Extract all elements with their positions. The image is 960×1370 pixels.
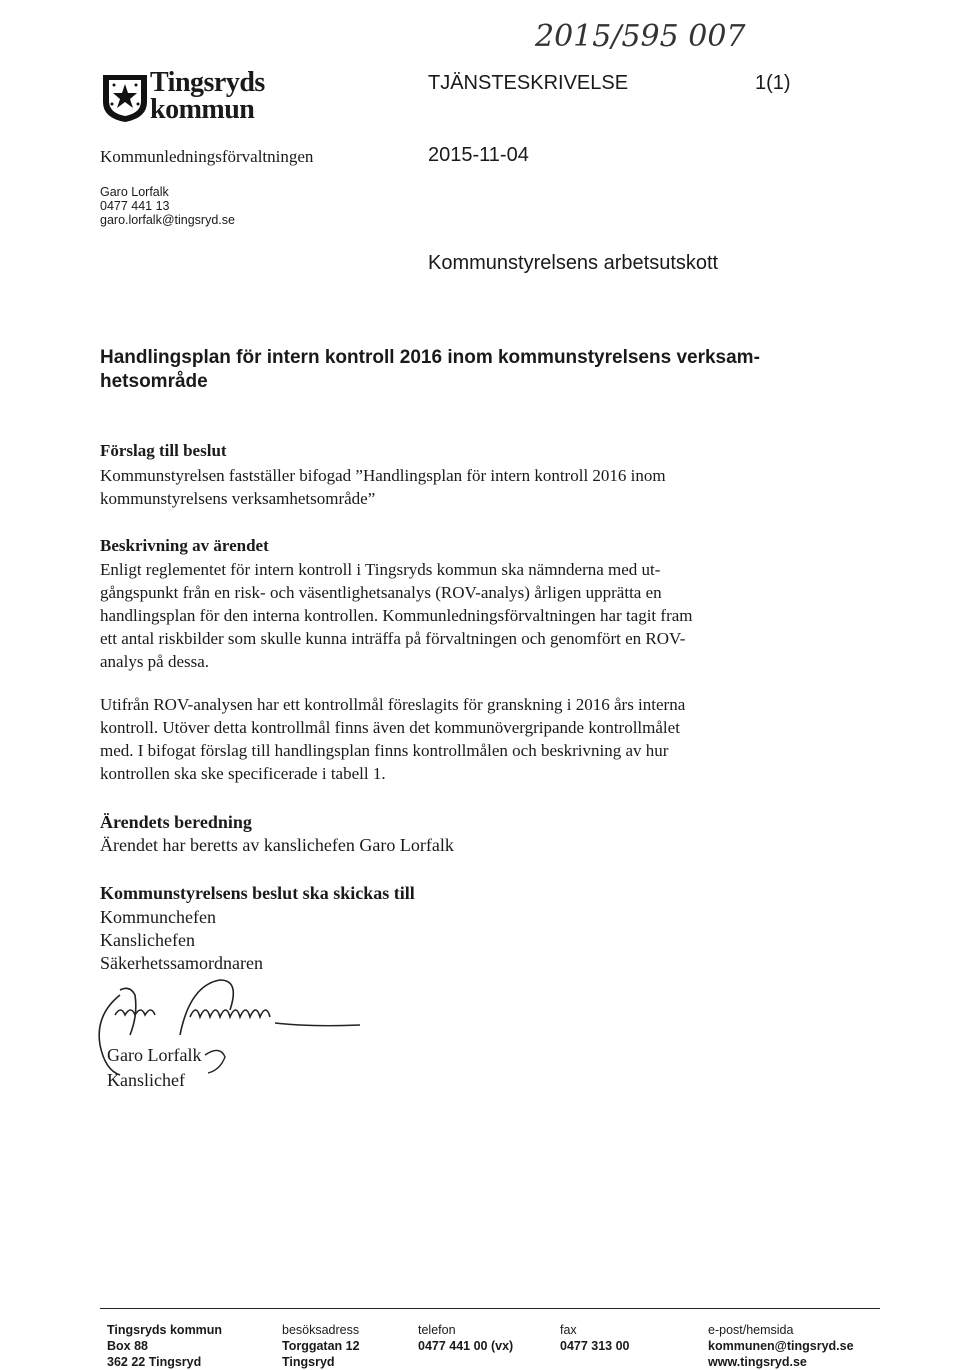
- logo-text-line2: kommun: [150, 94, 255, 125]
- text-line: med. I bifogat förslag till handlingsplan finns kontrollmålen och beskrivning av hur: [100, 741, 669, 760]
- footer-line: kommunen@tingsryd.se: [708, 1339, 854, 1353]
- footer-line: Torggatan 12: [282, 1339, 360, 1353]
- footer-visiting-address: [282, 1322, 360, 1370]
- send-to-item: Kanslichefen: [100, 930, 195, 950]
- document-type: TJÄNSTESKRIVELSE: [428, 72, 629, 94]
- title-line: Handlingsplan för intern kontroll 2016 inom kommunstyrelsens verksam-: [100, 347, 760, 368]
- text-line: handlingsplan för den interna kontrollen. Kommunledningsförvaltningen har tagit fram: [100, 606, 693, 625]
- handwritten-reference: [520, 14, 950, 56]
- contact-name: Garo Lorfalk: [100, 185, 169, 199]
- text-line: analys på dessa.: [100, 652, 210, 671]
- text-line: kommunstyrelsens verksamhetsområde”: [100, 489, 376, 508]
- preparation-text: Ärendet har beretts av kanslichefen Garo Lorfalk: [100, 835, 454, 855]
- department: Kommunledningsförvaltningen: [100, 147, 314, 166]
- page-number: 1(1): [755, 72, 791, 94]
- signatory-name: Garo Lorfalk: [107, 1045, 202, 1065]
- svg-text:2015/595 007: 2015/595 007: [535, 19, 746, 54]
- footer-phone: [418, 1322, 513, 1354]
- footer-line: fax: [560, 1323, 577, 1337]
- send-to-item: Säkerhetssamordnaren: [100, 953, 263, 973]
- footer-line: Tingsryds kommun: [107, 1323, 223, 1337]
- text-line: Kommunstyrelsen fastställer bifogad ”Handlingsplan för intern kontroll 2016 inom: [100, 466, 666, 485]
- description-heading: Beskrivning av ärendet: [100, 536, 269, 555]
- footer-line: www.tingsryd.se: [708, 1355, 807, 1369]
- document-date: 2015-11-04: [428, 144, 529, 166]
- text-line: kontroll. Utöver detta kontrollmål finns även det kommunövergripande kontrollmålet: [100, 718, 680, 737]
- recipient: Kommunstyrelsens arbetsutskott: [428, 252, 719, 274]
- footer-line: Box 88: [107, 1339, 148, 1353]
- footer-line: e-post/hemsida: [708, 1323, 794, 1337]
- preparation-heading: Ärendets beredning: [100, 812, 252, 832]
- footer-email-web: [708, 1322, 854, 1370]
- logo-text-line1: Tingsryds: [150, 67, 265, 98]
- footer-line: 0477 441 00 (vx): [418, 1339, 514, 1353]
- title-line: hetsområde: [100, 371, 208, 392]
- footer-line: besöksadress: [282, 1323, 360, 1337]
- text-line: kontrollen ska ske specificerade i tabell 1.: [100, 764, 386, 783]
- document-title: [100, 346, 820, 394]
- footer-divider: [100, 1308, 880, 1309]
- footer-line: Tingsryd: [282, 1355, 335, 1369]
- description-paragraph-2: [100, 693, 820, 785]
- send-to-item: Kommunchefen: [100, 907, 216, 927]
- send-to-heading: Kommunstyrelsens beslut ska skickas till: [100, 883, 415, 903]
- signatory-role: Kanslichef: [107, 1070, 185, 1090]
- footer-line: 0477 313 00: [560, 1339, 630, 1353]
- logo-shield-icon: [100, 72, 150, 124]
- footer-fax: [560, 1322, 630, 1354]
- text-line: Enligt reglementet för intern kontroll i Tingsryds kommun ska nämnderna med ut-: [100, 560, 661, 579]
- contact-phone: 0477 441 13: [100, 199, 170, 213]
- footer-line: 362 22 Tingsryd: [107, 1355, 202, 1369]
- text-line: Utifrån ROV-analysen har ett kontrollmål föreslagits för granskning i 2016 års interna: [100, 695, 686, 714]
- contact-email: garo.lorfalk@tingsryd.se: [100, 213, 235, 227]
- proposal-text: [100, 464, 820, 510]
- footer-address: [107, 1322, 222, 1370]
- text-line: gångspunkt från en risk- och väsentlighetsanalys (ROV-analys) årligen upprätta en: [100, 583, 662, 602]
- text-line: ett antal riskbilder som skulle kunna inträffa på förvaltningen och genomfört en ROV-: [100, 629, 686, 648]
- proposal-heading: Förslag till beslut: [100, 441, 227, 460]
- footer-line: telefon: [418, 1323, 456, 1337]
- handwritten-signature: [80, 975, 380, 1085]
- description-paragraph-1: [100, 558, 820, 673]
